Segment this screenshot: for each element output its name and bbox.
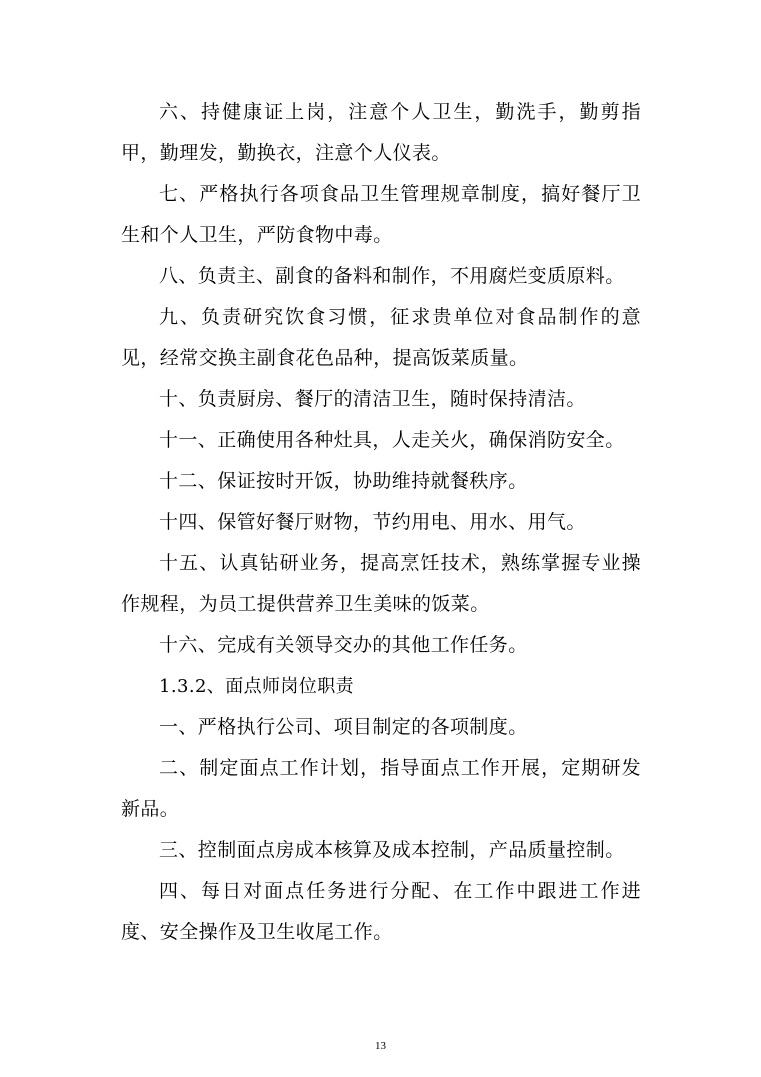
document-body: [121, 92, 641, 953]
paragraph-item-14: 十四、保管好餐厅财物，节约用电、用水、用气。: [159, 511, 586, 533]
paragraph-item-11: 十一、正确使用各种灶具，人走关火，确保消防安全。: [159, 429, 625, 451]
paragraph-item-duty-3: 三、控制面点房成本核算及成本控制，产品质量控制。: [159, 839, 625, 861]
paragraph-item-9: 九、负责研究饮食习惯，征求贵单位对食品制作的意见，经常交换主副食花色品种，提高饭菜质量。: [121, 306, 641, 369]
paragraph-item-duty-1: 一、严格执行公司、项目制定的各项制度。: [159, 716, 528, 738]
section-heading: 1.3.2、面点师岗位职责: [159, 676, 354, 697]
paragraph-item-12: 十二、保证按时开饭，协助维持就餐秩序。: [159, 470, 528, 492]
paragraph-item-8: 八、负责主、副食的备料和制作，不用腐烂变质原料。: [159, 265, 625, 287]
page-number: 13: [375, 1040, 386, 1052]
paragraph-item-6: 六、持健康证上岗，注意个人卫生，勤洗手，勤剪指甲，勤理发，勤换衣，注意个人仪表。: [121, 101, 641, 164]
paragraph-item-7: 七、严格执行各项食品卫生管理规章制度，搞好餐厅卫生和个人卫生，严防食物中毒。: [121, 183, 641, 246]
paragraph-item-15: 十五、认真钻研业务，提高烹饪技术，熟练掌握专业操作规程，为员工提供营养卫生美味的饭菜。: [121, 552, 641, 615]
paragraph-item-10: 十、负责厨房、餐厅的清洁卫生，随时保持清洁。: [159, 388, 586, 410]
paragraph-item-duty-2: 二、制定面点工作计划，指导面点工作开展，定期研发新品。: [121, 757, 641, 820]
paragraph-item-duty-4: 四、每日对面点任务进行分配、在工作中跟进工作进度、安全操作及卫生收尾工作。: [121, 880, 641, 943]
paragraph-item-16: 十六、完成有关领导交办的其他工作任务。: [159, 634, 528, 656]
